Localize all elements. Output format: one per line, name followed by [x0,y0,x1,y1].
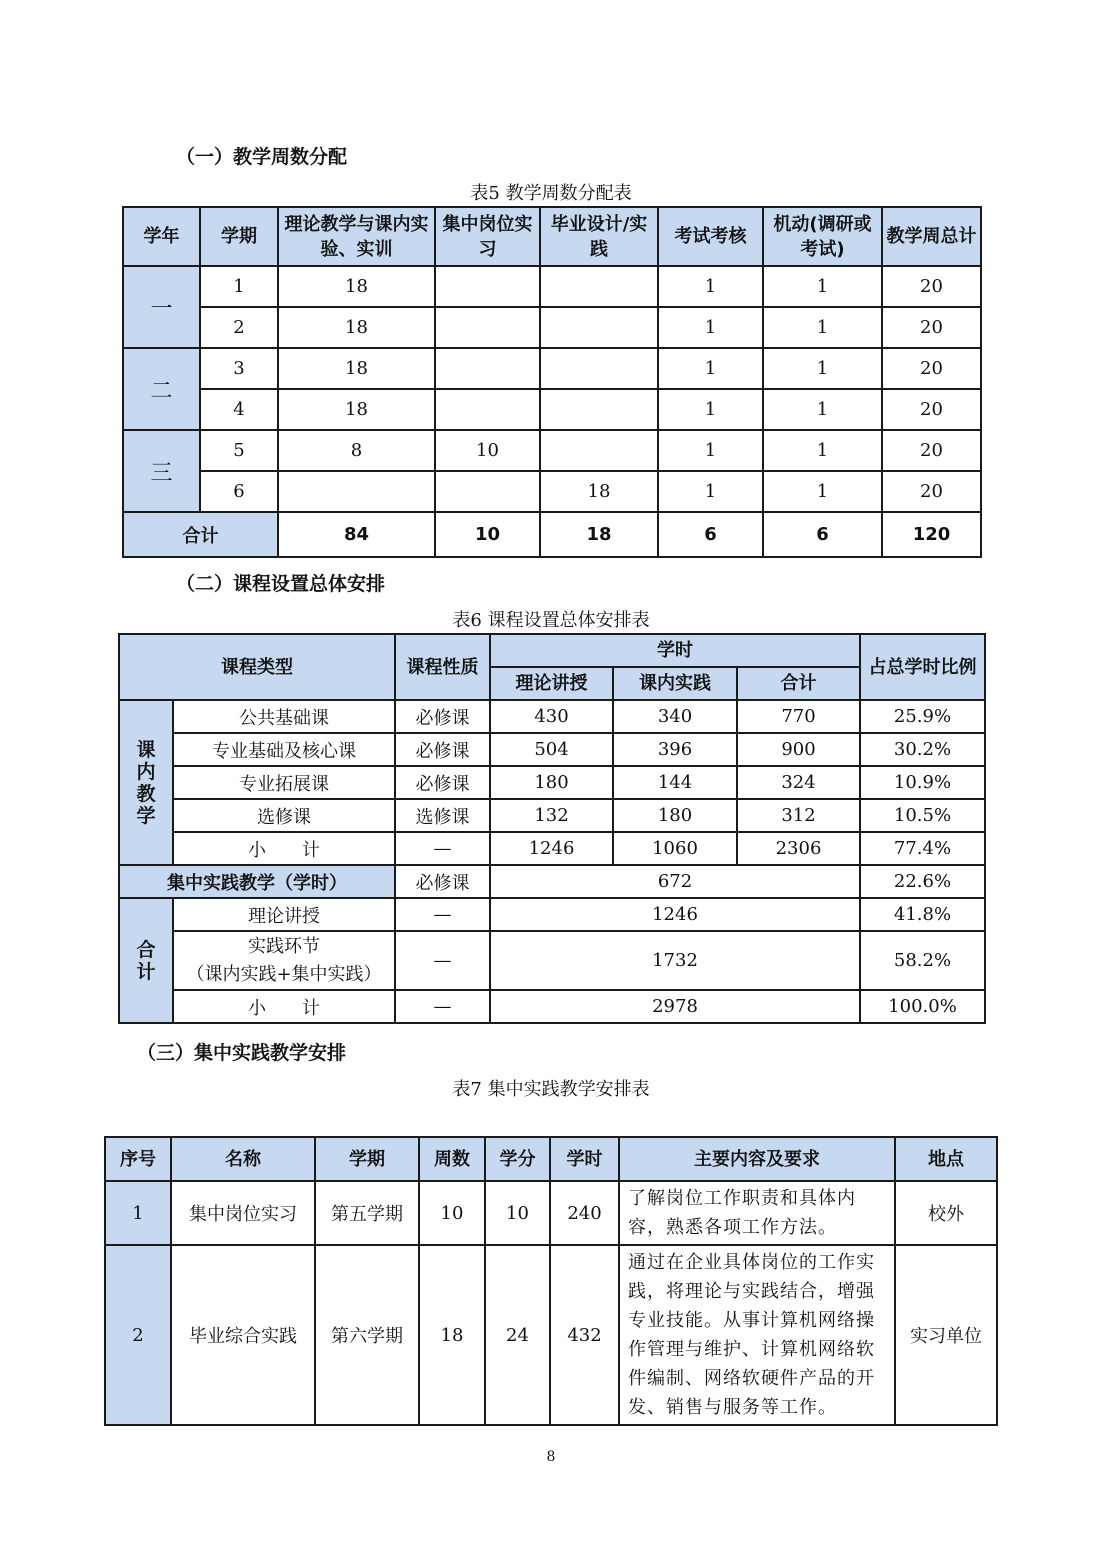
cell: 必修课 [395,733,490,766]
row-number: 1 [105,1181,171,1245]
cell: 必修课 [395,865,490,898]
group-in-label: 课内教学 [136,738,156,827]
cell: 504 [490,733,613,766]
table6-courses [118,633,986,1024]
cell: 20 [882,307,981,348]
cell [435,307,540,348]
total-cell: 18 [540,512,658,557]
cell: 1 [763,307,882,348]
cell: 770 [737,700,860,733]
cell: 10 [435,430,540,471]
total-label: 合计 [123,512,278,557]
cell: 1 [763,430,882,471]
table7-header-row [105,1137,997,1181]
year-cell: 二 [123,348,200,430]
table-row [123,389,981,430]
header-cell: 学期 [200,207,278,266]
table7-caption: 表7 集中实践教学安排表 [452,1079,650,1100]
header-cell: 课程性质 [395,634,490,700]
term-cell: 2 [200,307,278,348]
table-row [123,348,981,389]
header-cell: 毕业设计/实践 [540,207,658,266]
cell [435,348,540,389]
cell: 必修课 [395,766,490,799]
group-total-label: 合计 [136,938,156,983]
course-name: 小 计 [173,990,395,1023]
cell: 41.8% [860,898,985,931]
table-row [119,898,985,931]
header-cell: 占总学时比例 [860,634,985,700]
course-name: 选修课 [173,799,395,832]
central-practice-row [119,865,985,898]
cell: 选修课 [395,799,490,832]
table-row [123,307,981,348]
cell: 18 [278,307,435,348]
cell: 1 [763,389,882,430]
cell: 324 [737,766,860,799]
cell: 1 [763,348,882,389]
course-name: 专业拓展课 [173,766,395,799]
header-cell: 学年 [123,207,200,266]
cell: 集中岗位实习 [171,1181,315,1245]
term-cell: 4 [200,389,278,430]
cell: 10.5% [860,799,985,832]
header-cell: 序号 [105,1137,171,1181]
cell: 2306 [737,832,860,865]
cell: 312 [737,799,860,832]
row-number: 2 [105,1245,171,1425]
cell: 672 [490,865,860,898]
cell: 1 [763,266,882,307]
header-cell: 学期 [315,1137,419,1181]
cell: 132 [490,799,613,832]
cell: — [395,931,490,990]
cell: 1060 [613,832,737,865]
table-row [119,700,985,733]
content-cell: 了解岗位工作职责和具体内容，熟悉各项工作方法。 [619,1181,895,1245]
header-cell: 课内实践 [613,667,737,700]
total-cell: 84 [278,512,435,557]
table5-header-row [123,207,981,266]
term-cell: 5 [200,430,278,471]
total-cell: 6 [658,512,763,557]
header-cell: 集中岗位实习 [435,207,540,266]
table7-central-practice [104,1136,998,1426]
header-cell: 主要内容及要求 [619,1137,895,1181]
cell: 430 [490,700,613,733]
header-cell: 地点 [895,1137,997,1181]
section2-heading: （二）课程设置总体安排 [176,573,386,595]
cell [540,348,658,389]
course-name: 理论讲授 [173,898,395,931]
central-practice-label: 集中实践教学（学时） [119,865,395,898]
cell: 180 [613,799,737,832]
cell: 180 [490,766,613,799]
cell [435,471,540,512]
header-cell: 学分 [485,1137,550,1181]
table6-header-row [119,634,985,667]
header-cell: 学时 [490,634,860,667]
term-cell: 3 [200,348,278,389]
cell [540,266,658,307]
cell: 30.2% [860,733,985,766]
cell: 8 [278,430,435,471]
group-total-cell [119,898,173,1023]
page-number: 8 [546,1449,556,1465]
table-row [123,430,981,471]
table-row [123,471,981,512]
cell [540,307,658,348]
header-cell: 教学周总计 [882,207,981,266]
cell: 1 [658,348,763,389]
cell: 20 [882,348,981,389]
header-cell: 合计 [737,667,860,700]
cell: 1 [763,471,882,512]
table-row [105,1245,997,1425]
course-name: 公共基础课 [173,700,395,733]
cell [435,266,540,307]
table-row [119,931,985,990]
cell: 1 [658,266,763,307]
cell: — [395,990,490,1023]
cell [278,471,435,512]
total-cell: 6 [763,512,882,557]
cell: 77.4% [860,832,985,865]
cell: 2978 [490,990,860,1023]
cell: 100.0% [860,990,985,1023]
cell: 396 [613,733,737,766]
section3-heading: （三）集中实践教学安排 [137,1042,347,1064]
cell: 20 [882,471,981,512]
cell: 18 [278,348,435,389]
total-cell: 120 [882,512,981,557]
table-row [119,733,985,766]
subtotal-row [119,832,985,865]
cell: 实习单位 [895,1245,997,1425]
cell: 毕业综合实践 [171,1245,315,1425]
cell: 24 [485,1245,550,1425]
cell: 1 [658,430,763,471]
year-cell: 三 [123,430,200,512]
subtotal-row [119,990,985,1023]
table-row [119,766,985,799]
cell: 432 [550,1245,619,1425]
cell: 58.2% [860,931,985,990]
practice-line2: （课内实践+集中实践） [186,963,382,985]
header-cell: 课程类型 [119,634,395,700]
cell: 18 [419,1245,485,1425]
cell: 20 [882,266,981,307]
cell: 1246 [490,832,613,865]
table-row [119,799,985,832]
cell: 20 [882,430,981,471]
table6-caption: 表6 课程设置总体安排表 [452,610,650,631]
course-name: 专业基础及核心课 [173,733,395,766]
cell: 144 [613,766,737,799]
table5-weeks [122,206,982,558]
header-cell: 周数 [419,1137,485,1181]
header-cell: 理论讲授 [490,667,613,700]
term-cell: 6 [200,471,278,512]
cell: 25.9% [860,700,985,733]
cell: 第六学期 [315,1245,419,1425]
course-name [173,931,395,990]
content-cell: 通过在企业具体岗位的工作实践，将理论与实践结合，增强专业技能。从事计算机网络操作管理与维护、计算机网络软件编制、网络软硬件产品的开发、销售与服务等工作。 [619,1245,895,1425]
header-cell: 名称 [171,1137,315,1181]
term-cell: 1 [200,266,278,307]
course-name: 小 计 [173,832,395,865]
cell: 18 [540,471,658,512]
cell: 1 [658,389,763,430]
cell: 10 [419,1181,485,1245]
cell: 校外 [895,1181,997,1245]
cell: 1246 [490,898,860,931]
cell [435,389,540,430]
cell: 1 [658,307,763,348]
cell: 必修课 [395,700,490,733]
total-cell: 10 [435,512,540,557]
table5-caption: 表5 教学周数分配表 [470,183,632,204]
cell: 18 [278,389,435,430]
cell: — [395,898,490,931]
cell: 10 [485,1181,550,1245]
year-cell: 一 [123,266,200,348]
header-cell: 学时 [550,1137,619,1181]
cell: — [395,832,490,865]
cell [540,389,658,430]
group-in-cell [119,700,173,865]
cell: 240 [550,1181,619,1245]
practice-line1: 实践环节 [248,935,320,957]
table-row [105,1181,997,1245]
cell: 340 [613,700,737,733]
cell: 18 [278,266,435,307]
header-cell: 机动(调研或考试) [763,207,882,266]
cell: 900 [737,733,860,766]
cell: 20 [882,389,981,430]
cell [540,430,658,471]
header-cell: 理论教学与课内实验、实训 [278,207,435,266]
cell: 22.6% [860,865,985,898]
cell: 第五学期 [315,1181,419,1245]
header-cell: 考试考核 [658,207,763,266]
section1-heading: （一）教学周数分配 [176,146,348,168]
table5-total-row [123,512,981,557]
cell: 10.9% [860,766,985,799]
table-row [123,266,981,307]
cell: 1732 [490,931,860,990]
cell: 1 [658,471,763,512]
